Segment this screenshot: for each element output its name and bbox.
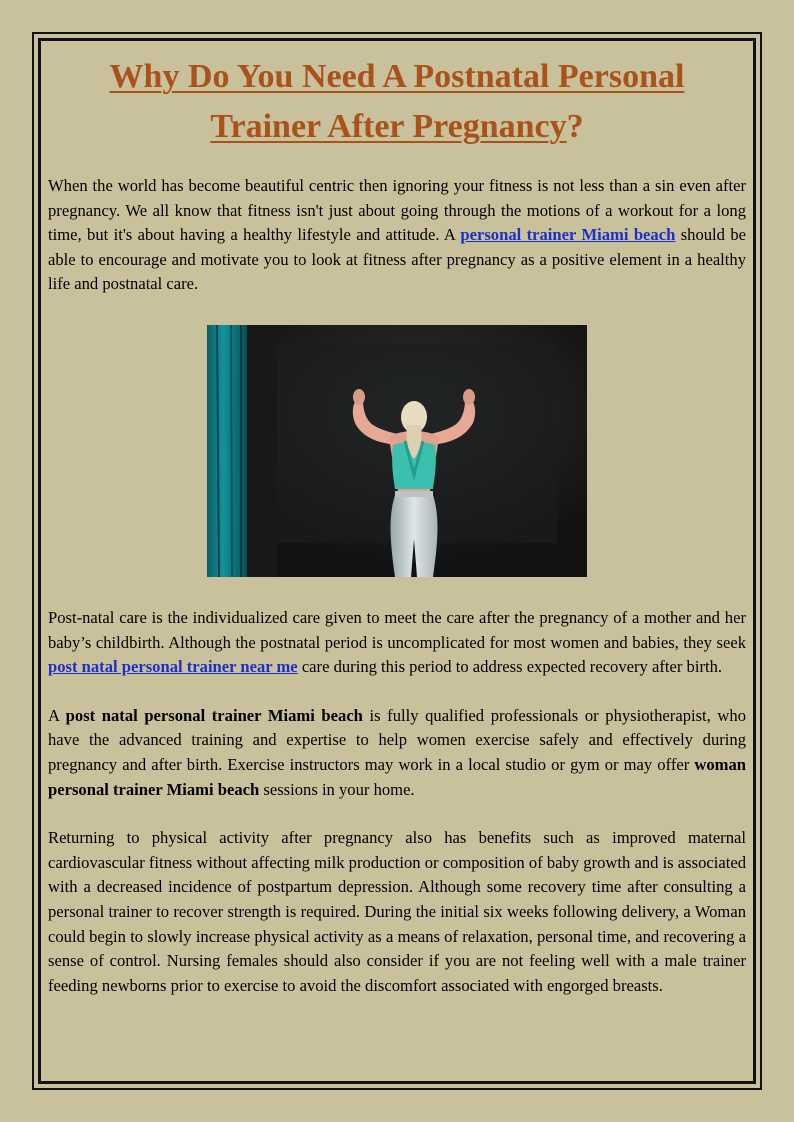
paragraph-postnatal-text-1: Post-natal care is the individualized care given to meet the care after the pregnancy of a mother and her baby’s childbirth. Although the postnatal period is uncomplicated for most women and babies, they seek — [48, 607, 746, 652]
paragraph-trainer-qualifications — [48, 704, 746, 802]
page-title — [48, 52, 746, 152]
paragraph-benefits: Returning to physical activity after pregnancy also has benefits such as improved maternal cardiovascular fitness without affecting milk production or composition of baby growth and is associated with a decreased incidence of postpartum depression. Although some recovery time after consulting a personal trainer to recover strength is required. During the initial six weeks following delivery, a Woman could begin to slowly increase physical activity as a means of relaxation, personal time, and recovering a sense of control. Nursing females should also consider if you are not feeling well with a male trainer feeding newborns prior to exercise to avoid the discomfort associated with engorged breasts. — [48, 828, 746, 995]
title-line-2: Trainer After Pregnancy — [210, 108, 567, 145]
title-question-mark: ? — [566, 108, 584, 145]
photo-illustration — [207, 325, 587, 577]
title-line-1: Why Do You Need A Postnatal Personal — [109, 58, 685, 95]
paragraph-intro-text-1: When the world has become beautiful centric then ignoring your fitness is not less than a sin even after pregnancy. We all know that fitness isn't just about going through the motions of a workout for a long time, but it's about having a healthy lifestyle and attitude. A — [48, 176, 746, 245]
paragraph-qualifications-text-1: A — [48, 705, 66, 725]
personal-trainer-miami-beach-link[interactable]: personal trainer Miami beach — [460, 225, 676, 245]
paragraph-intro — [48, 174, 746, 297]
paragraph-postnatal-text-2: care during this period to address expected recovery after birth. — [297, 657, 723, 677]
woman-flexing-photo — [207, 325, 587, 577]
paragraph-postnatal-care — [48, 606, 746, 680]
bold-post-natal-trainer-miami: post natal personal trainer Miami beach — [65, 705, 363, 725]
paragraph-qualifications-text-3: sessions in your home. — [259, 779, 415, 799]
paragraph-intro-text-2: should be able to encourage and motivate you to look at fitness after pregnancy as a positive element in a healthy life and postnatal care. — [48, 225, 747, 294]
paragraph-qualifications-text-2: is fully qualified professionals or physiotherapist, who have the advanced training and expertise to help women exercise safely and effectively during pregnancy and after birth. Exercise instructors may work in a local studio or gym or may offer — [48, 705, 746, 774]
bold-woman-trainer-miami: woman personal trainer Miami beach — [48, 754, 746, 799]
post-natal-personal-trainer-near-me-link[interactable]: post natal personal trainer near me — [48, 657, 298, 677]
article — [48, 48, 746, 998]
